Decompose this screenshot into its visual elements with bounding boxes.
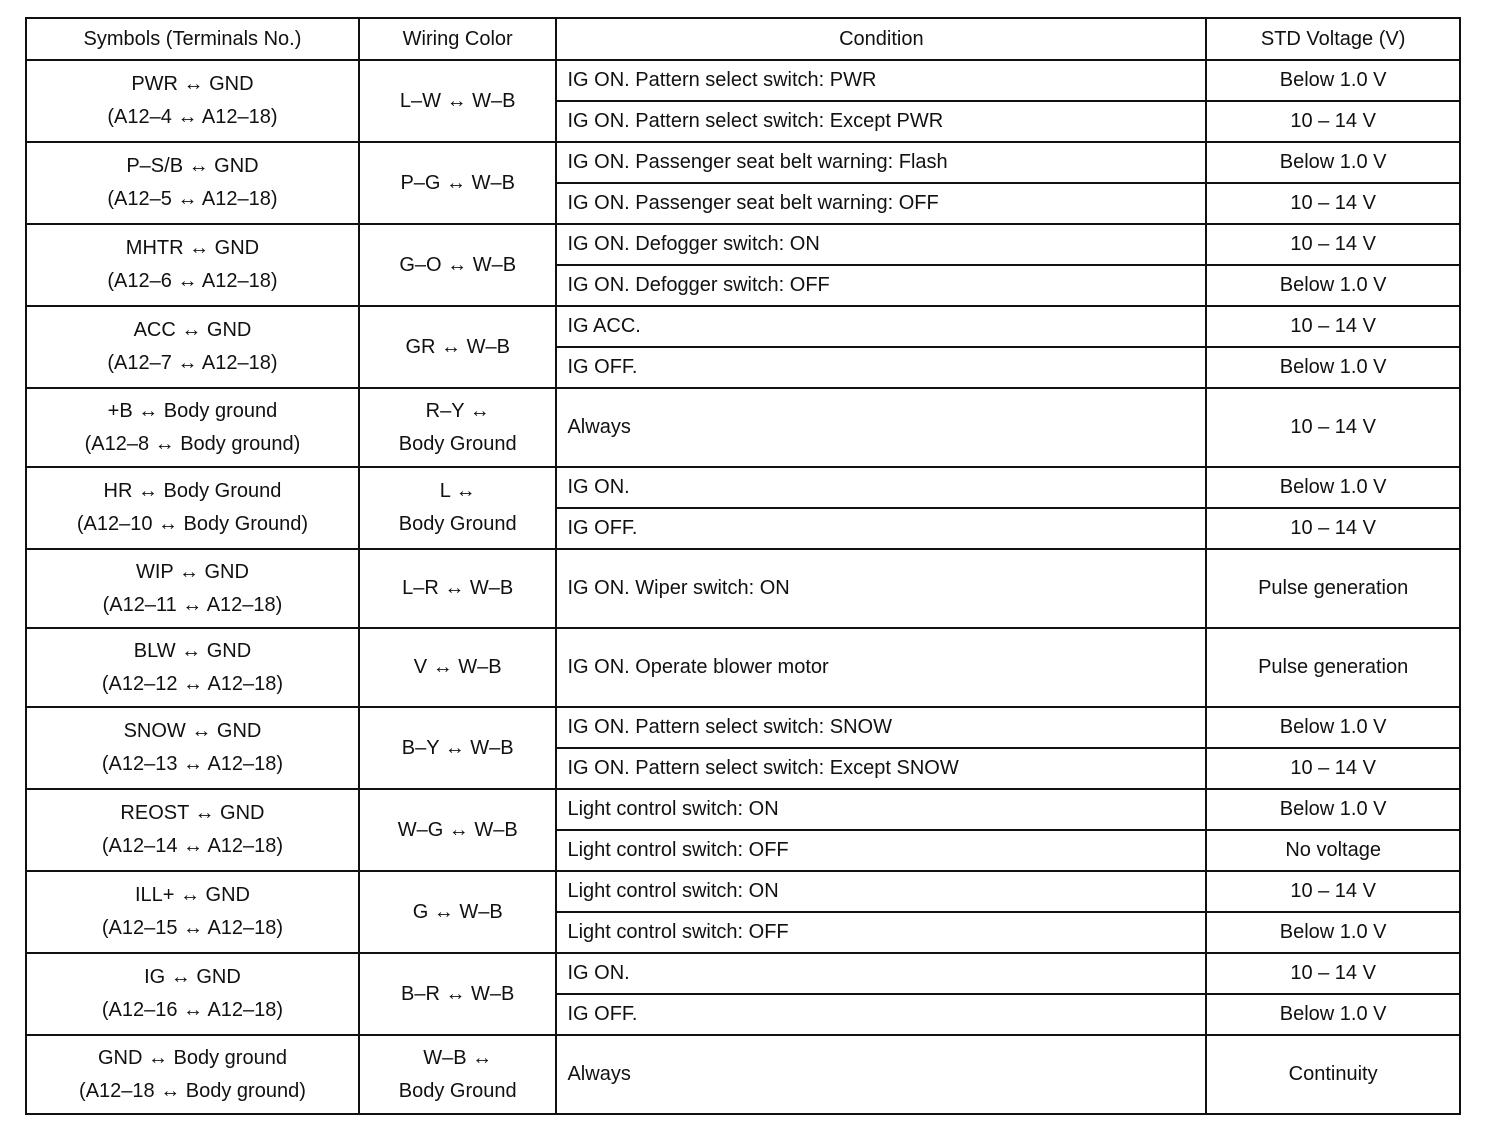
symbol-cell — [26, 1035, 359, 1114]
condition-cell: IG ON. Defogger switch: OFF — [556, 265, 1206, 306]
std-voltage-cell: 10 – 14 V — [1206, 871, 1460, 912]
wiring-color-text: V ↔ W–B — [413, 656, 502, 678]
wiring-color-text: B–Y ↔ W–B — [401, 736, 514, 759]
wiring-color-cell — [359, 953, 557, 1035]
symbol-label: PWR ↔ GND — [131, 73, 254, 95]
symbol-cell — [26, 224, 359, 306]
wiring-color-text: L–R ↔ W–B — [402, 577, 514, 599]
std-voltage-cell: 10 – 14 V — [1206, 101, 1460, 142]
table-row — [26, 628, 1460, 707]
condition-cell: IG ON. Passenger seat belt warning: OFF — [556, 183, 1206, 224]
std-voltage-cell: Below 1.0 V — [1206, 467, 1460, 508]
wiring-color-cell — [359, 549, 557, 628]
table-row — [26, 467, 1460, 508]
condition-cell: Light control switch: OFF — [556, 912, 1206, 953]
terminal-voltage-table — [25, 17, 1461, 1115]
header-row — [26, 18, 1460, 60]
symbol-cell — [26, 388, 359, 467]
table-row — [26, 388, 1460, 467]
wiring-color-cell — [359, 467, 557, 549]
std-voltage-cell: 10 – 14 V — [1206, 183, 1460, 224]
terminal-numbers: (A12–10 ↔ Body Ground) — [76, 513, 309, 535]
header-symbols: Symbols (Terminals No.) — [26, 18, 359, 60]
header-condition: Condition — [556, 18, 1206, 60]
terminal-numbers: (A12–7 ↔ A12–18) — [107, 352, 278, 374]
wiring-color-cell — [359, 224, 557, 306]
wiring-color-text: L ↔ — [439, 480, 476, 502]
condition-cell: IG ON. Pattern select switch: Except PWR — [556, 101, 1206, 142]
wiring-color-cell — [359, 628, 557, 707]
table-row — [26, 224, 1460, 265]
table-body — [26, 60, 1460, 1114]
symbol-cell — [26, 60, 359, 142]
terminal-numbers: (A12–16 ↔ A12–18) — [101, 999, 284, 1021]
wiring-color-text: Body Ground — [398, 1079, 517, 1102]
condition-cell: IG ON. Passenger seat belt warning: Flash — [556, 142, 1206, 183]
std-voltage-cell: Below 1.0 V — [1206, 994, 1460, 1035]
wiring-color-text: W–G ↔ W–B — [397, 818, 518, 841]
table-row — [26, 1035, 1460, 1114]
symbol-label: SNOW ↔ GND — [123, 720, 262, 742]
terminal-numbers: (A12–12 ↔ A12–18) — [101, 672, 284, 695]
condition-cell: IG OFF. — [556, 347, 1206, 388]
table-row — [26, 789, 1460, 830]
wiring-color-text: Body Ground — [398, 432, 517, 455]
symbol-label: GND ↔ Body ground — [97, 1046, 287, 1069]
table-row — [26, 549, 1460, 628]
condition-cell: IG ON. — [556, 467, 1206, 508]
std-voltage-cell: 10 – 14 V — [1206, 953, 1460, 994]
std-voltage-cell: Below 1.0 V — [1206, 142, 1460, 183]
symbol-label: REOST ↔ GND — [120, 802, 265, 824]
table-row — [26, 953, 1460, 994]
std-voltage-cell: 10 – 14 V — [1206, 748, 1460, 789]
symbol-label: +B ↔ Body ground — [107, 399, 278, 422]
condition-cell: IG ON. Pattern select switch: PWR — [556, 60, 1206, 101]
wiring-color-text: R–Y ↔ — [425, 399, 490, 422]
std-voltage-cell: Below 1.0 V — [1206, 912, 1460, 953]
symbol-label: P–S/B ↔ GND — [126, 155, 259, 177]
std-voltage-cell: Below 1.0 V — [1206, 265, 1460, 306]
condition-cell: IG ON. Pattern select switch: SNOW — [556, 707, 1206, 748]
symbol-label: ACC ↔ GND — [133, 319, 252, 341]
wiring-color-text: GR ↔ W–B — [405, 335, 510, 358]
terminal-numbers: (A12–8 ↔ Body ground) — [84, 432, 301, 455]
table-header — [26, 18, 1460, 60]
table-row — [26, 60, 1460, 101]
wiring-color-cell — [359, 60, 557, 142]
symbol-cell — [26, 628, 359, 707]
wiring-color-cell — [359, 1035, 557, 1114]
condition-cell: IG ON. Wiper switch: ON — [556, 549, 1206, 628]
condition-cell: Always — [556, 388, 1206, 467]
condition-cell: IG ON. Defogger switch: ON — [556, 224, 1206, 265]
symbol-cell — [26, 953, 359, 1035]
symbol-label: BLW ↔ GND — [133, 639, 252, 662]
std-voltage-cell: 10 – 14 V — [1206, 508, 1460, 549]
condition-cell: Light control switch: ON — [556, 789, 1206, 830]
table-row — [26, 142, 1460, 183]
std-voltage-cell: 10 – 14 V — [1206, 306, 1460, 347]
std-voltage-cell: Below 1.0 V — [1206, 789, 1460, 830]
wiring-color-cell — [359, 388, 557, 467]
std-voltage-cell: Below 1.0 V — [1206, 60, 1460, 101]
terminal-numbers: (A12–15 ↔ A12–18) — [101, 917, 284, 939]
symbol-label: WIP ↔ GND — [135, 560, 249, 583]
condition-cell: IG ON. Operate blower motor — [556, 628, 1206, 707]
wiring-color-cell — [359, 871, 557, 953]
terminal-numbers: (A12–13 ↔ A12–18) — [101, 753, 284, 775]
wiring-color-text: B–R ↔ W–B — [401, 982, 515, 1005]
header-wiring-color: Wiring Color — [359, 18, 557, 60]
std-voltage-cell: 10 – 14 V — [1206, 388, 1460, 467]
condition-cell: IG ACC. — [556, 306, 1206, 347]
condition-cell: IG OFF. — [556, 994, 1206, 1035]
condition-cell: IG ON. — [556, 953, 1206, 994]
condition-cell: IG OFF. — [556, 508, 1206, 549]
terminal-numbers: (A12–6 ↔ A12–18) — [107, 270, 278, 292]
symbol-label: MHTR ↔ GND — [125, 237, 260, 259]
symbol-cell — [26, 707, 359, 789]
condition-cell: Light control switch: OFF — [556, 830, 1206, 871]
wiring-color-text: Body Ground — [398, 513, 517, 535]
symbol-cell — [26, 789, 359, 871]
symbol-cell — [26, 871, 359, 953]
wiring-color-cell — [359, 789, 557, 871]
symbol-cell — [26, 467, 359, 549]
symbol-label: ILL+ ↔ GND — [134, 884, 250, 906]
wiring-color-text: P–G ↔ W–B — [400, 171, 515, 194]
wiring-color-cell — [359, 707, 557, 789]
condition-cell: IG ON. Pattern select switch: Except SNOW — [556, 748, 1206, 789]
wiring-color-text: L–W ↔ W–B — [399, 89, 516, 112]
symbol-label: HR ↔ Body Ground — [103, 480, 282, 502]
table-row — [26, 707, 1460, 748]
symbol-label: IG ↔ GND — [144, 966, 241, 988]
std-voltage-cell: Below 1.0 V — [1206, 347, 1460, 388]
header-std-voltage: STD Voltage (V) — [1206, 18, 1460, 60]
terminal-numbers: (A12–11 ↔ A12–18) — [102, 593, 283, 616]
table-row — [26, 306, 1460, 347]
condition-cell: Light control switch: ON — [556, 871, 1206, 912]
wiring-color-cell — [359, 142, 557, 224]
symbol-cell — [26, 306, 359, 388]
condition-cell: Always — [556, 1035, 1206, 1114]
std-voltage-cell: Below 1.0 V — [1206, 707, 1460, 748]
std-voltage-cell: Pulse generation — [1206, 549, 1460, 628]
symbol-cell — [26, 549, 359, 628]
std-voltage-cell: Pulse generation — [1206, 628, 1460, 707]
table-row — [26, 871, 1460, 912]
terminal-numbers: (A12–4 ↔ A12–18) — [107, 106, 278, 128]
wiring-color-text: G ↔ W–B — [412, 900, 503, 923]
std-voltage-cell: No voltage — [1206, 830, 1460, 871]
std-voltage-cell: Continuity — [1206, 1035, 1460, 1114]
std-voltage-cell: 10 – 14 V — [1206, 224, 1460, 265]
wiring-color-text: G–O ↔ W–B — [399, 253, 517, 276]
terminal-numbers: (A12–14 ↔ A12–18) — [101, 835, 284, 857]
terminal-numbers: (A12–5 ↔ A12–18) — [107, 188, 278, 210]
symbol-cell — [26, 142, 359, 224]
terminal-numbers: (A12–18 ↔ Body ground) — [79, 1079, 306, 1102]
wiring-color-cell — [359, 306, 557, 388]
wiring-color-text: W–B ↔ — [423, 1046, 493, 1069]
